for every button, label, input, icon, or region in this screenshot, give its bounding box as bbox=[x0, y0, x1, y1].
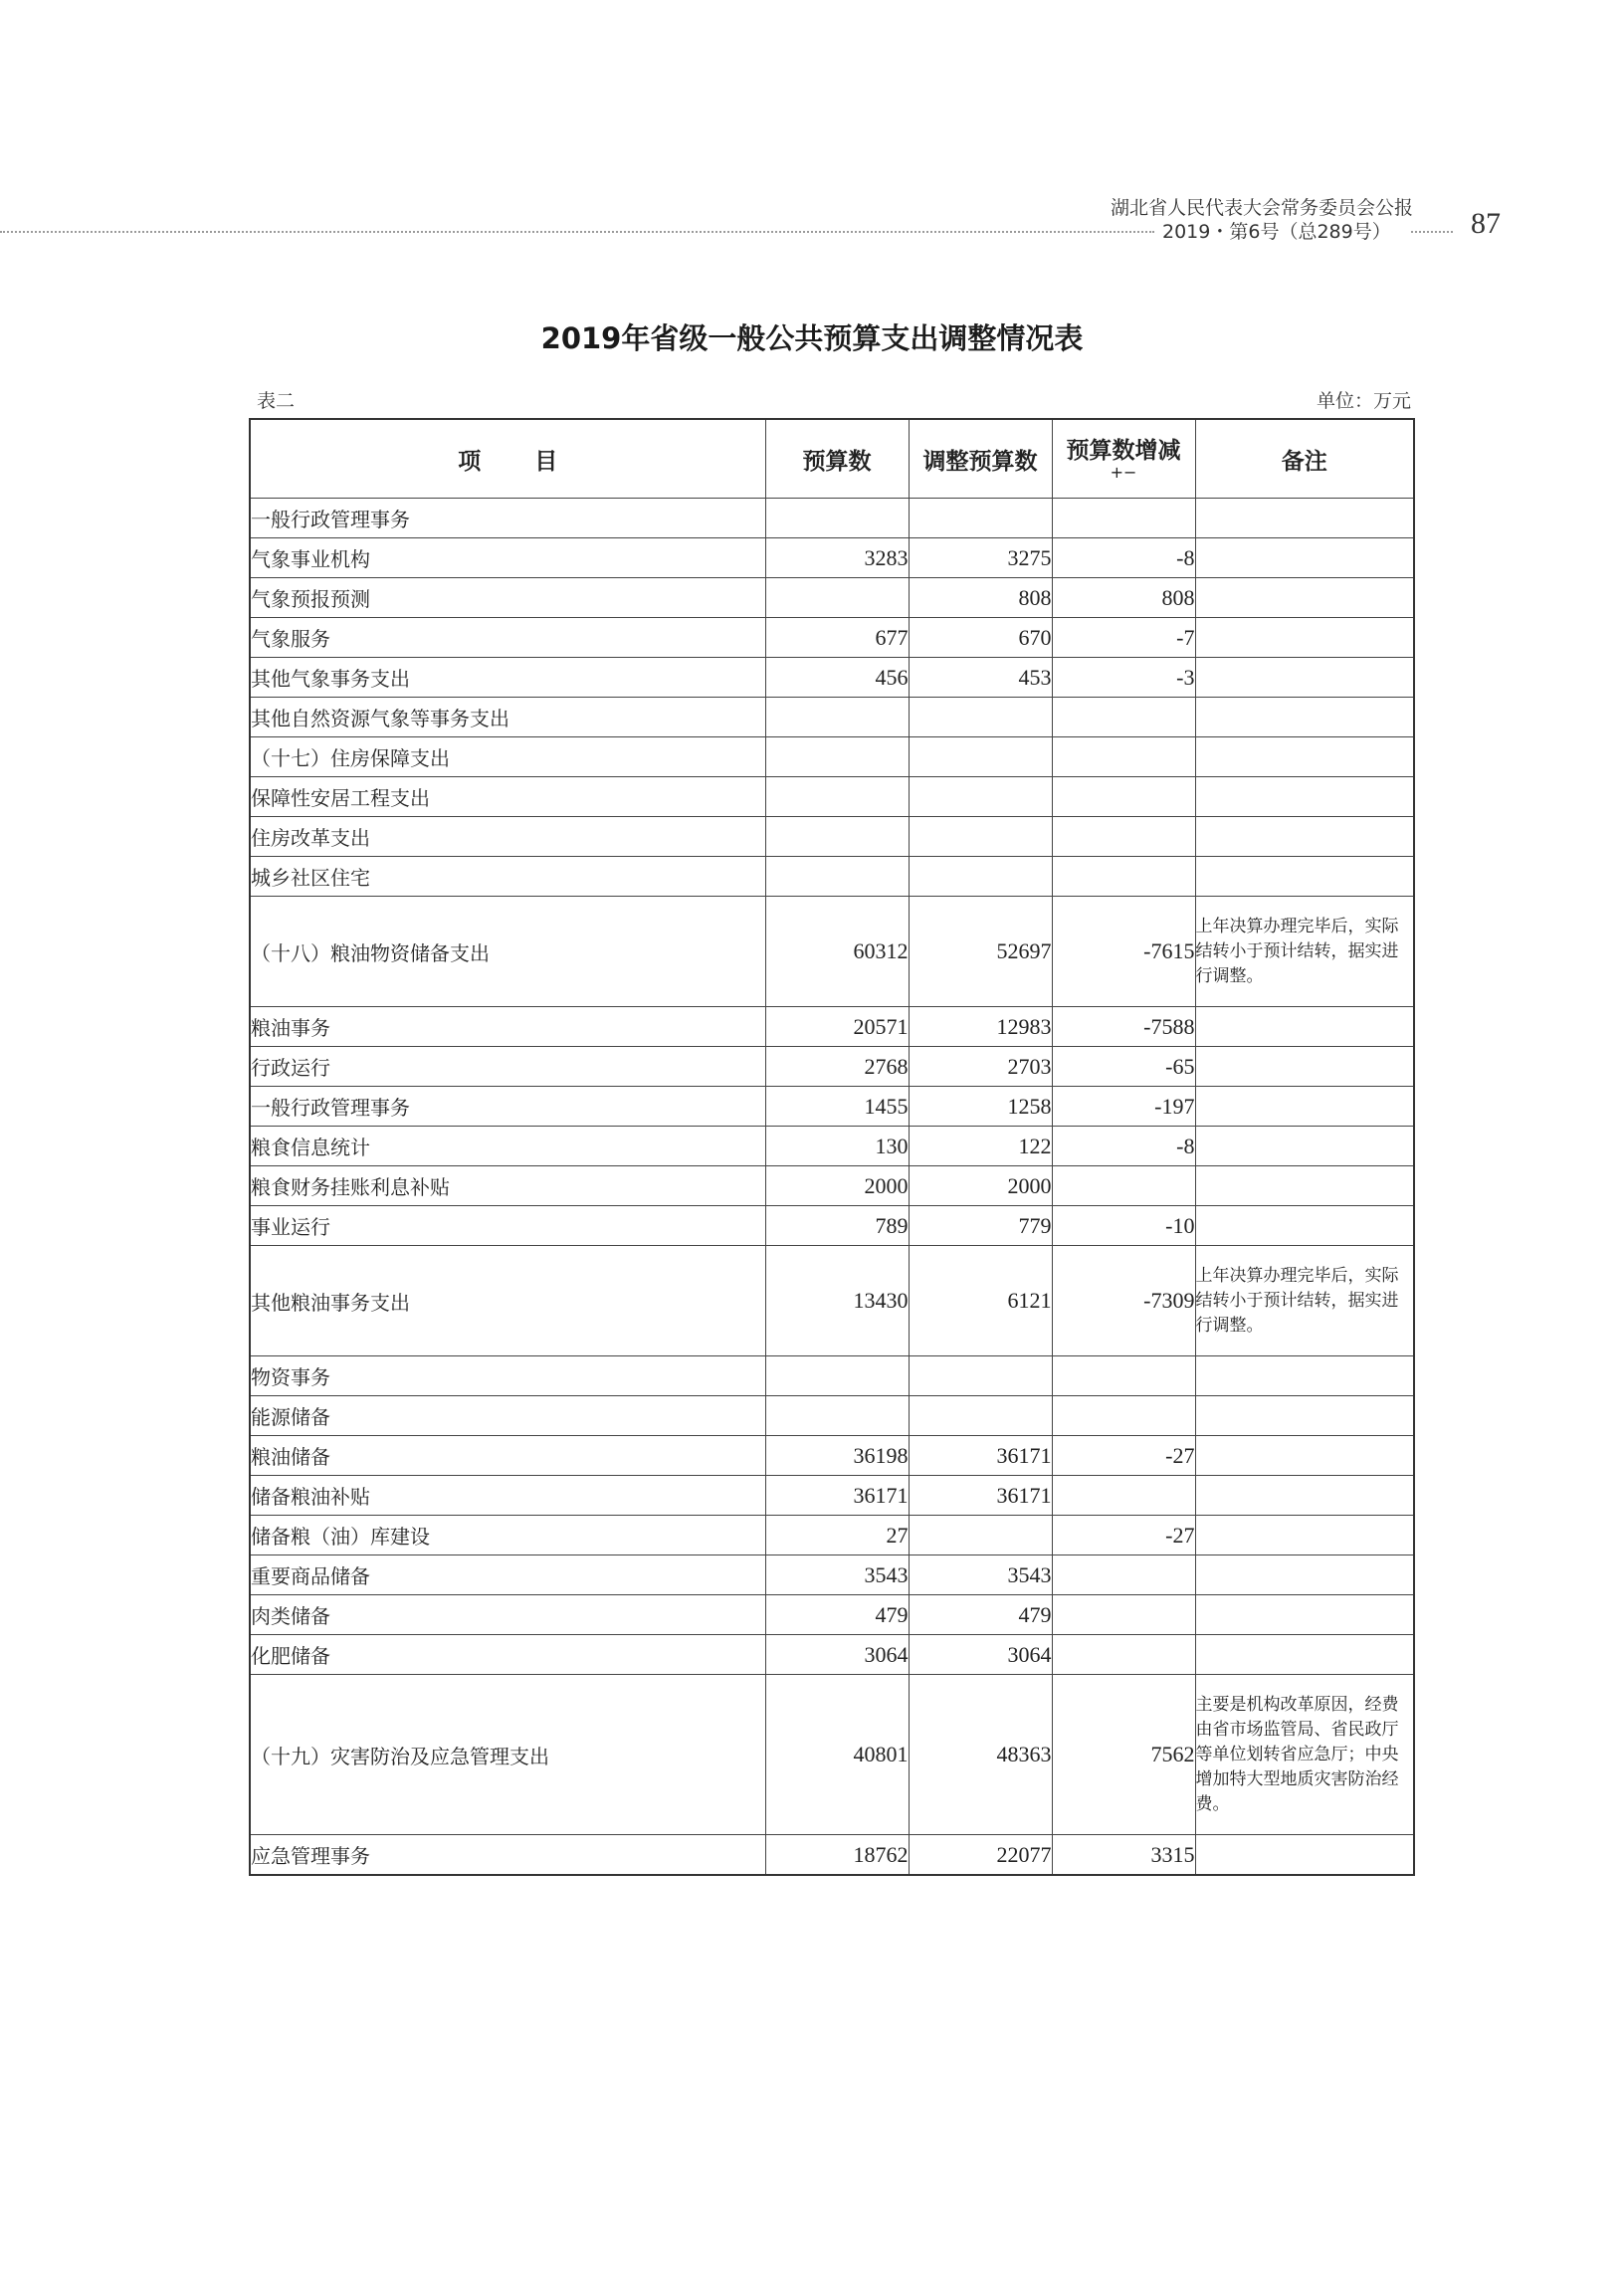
row-budget-value: 13430 bbox=[765, 1246, 909, 1356]
row-item-name: 气象预报预测 bbox=[250, 578, 765, 618]
row-change-value: -7309 bbox=[1052, 1246, 1195, 1356]
row-note bbox=[1195, 578, 1414, 618]
row-adjusted-value: 12983 bbox=[909, 1007, 1052, 1047]
unit-label: 单位：万元 bbox=[1316, 390, 1411, 412]
row-adjusted-value: 52697 bbox=[909, 897, 1052, 1007]
row-budget-value: 2000 bbox=[765, 1166, 909, 1206]
column-header-item-b: 目 bbox=[534, 448, 558, 475]
table-row bbox=[250, 1595, 1414, 1635]
row-note bbox=[1195, 1835, 1414, 1876]
row-adjusted-value bbox=[909, 1516, 1052, 1555]
row-change-value bbox=[1052, 1476, 1195, 1516]
row-budget-value: 2768 bbox=[765, 1047, 909, 1087]
row-change-value: -7588 bbox=[1052, 1007, 1195, 1047]
row-budget-value bbox=[765, 817, 909, 857]
row-change-value bbox=[1052, 737, 1195, 777]
row-item-name: 行政运行 bbox=[250, 1047, 765, 1087]
row-change-value: -65 bbox=[1052, 1047, 1195, 1087]
table-row bbox=[250, 1356, 1414, 1396]
row-budget-value bbox=[765, 698, 909, 737]
row-item-name: 重要商品储备 bbox=[250, 1555, 765, 1595]
column-header-note: 备注 bbox=[1195, 419, 1414, 499]
row-note bbox=[1195, 1166, 1414, 1206]
row-adjusted-value bbox=[909, 698, 1052, 737]
row-adjusted-value: 2000 bbox=[909, 1166, 1052, 1206]
row-item-name: （十七）住房保障支出 bbox=[250, 737, 765, 777]
row-adjusted-value: 3064 bbox=[909, 1635, 1052, 1675]
row-note: 上年决算办理完毕后，实际结转小于预计结转，据实进行调整。 bbox=[1195, 897, 1414, 1007]
column-header-item-a: 项 bbox=[458, 448, 482, 475]
table-row bbox=[250, 1835, 1414, 1876]
table-row bbox=[250, 1396, 1414, 1436]
row-budget-value bbox=[765, 777, 909, 817]
row-item-name: 物资事务 bbox=[250, 1356, 765, 1396]
row-change-value bbox=[1052, 777, 1195, 817]
row-budget-value: 3543 bbox=[765, 1555, 909, 1595]
row-adjusted-value bbox=[909, 817, 1052, 857]
row-change-value bbox=[1052, 1356, 1195, 1396]
row-budget-value: 20571 bbox=[765, 1007, 909, 1047]
row-item-name: 住房改革支出 bbox=[250, 817, 765, 857]
row-adjusted-value: 1258 bbox=[909, 1087, 1052, 1127]
row-budget-value bbox=[765, 499, 909, 538]
row-budget-value: 789 bbox=[765, 1206, 909, 1246]
row-budget-value bbox=[765, 857, 909, 897]
row-adjusted-value bbox=[909, 499, 1052, 538]
row-change-value: -197 bbox=[1052, 1087, 1195, 1127]
table-row bbox=[250, 1516, 1414, 1555]
row-adjusted-value: 479 bbox=[909, 1595, 1052, 1635]
row-change-value: -27 bbox=[1052, 1436, 1195, 1476]
table-subheader bbox=[257, 386, 1411, 414]
row-change-value: 808 bbox=[1052, 578, 1195, 618]
table-body bbox=[250, 499, 1414, 1876]
table-row bbox=[250, 658, 1414, 698]
row-item-name: 保障性安居工程支出 bbox=[250, 777, 765, 817]
row-note bbox=[1195, 658, 1414, 698]
table-row bbox=[250, 538, 1414, 578]
row-change-value: -7 bbox=[1052, 618, 1195, 658]
row-change-value: 7562 bbox=[1052, 1675, 1195, 1835]
row-note bbox=[1195, 1476, 1414, 1516]
row-note bbox=[1195, 777, 1414, 817]
row-item-name: 粮油事务 bbox=[250, 1007, 765, 1047]
row-item-name: 气象服务 bbox=[250, 618, 765, 658]
table-row bbox=[250, 1087, 1414, 1127]
table-row bbox=[250, 817, 1414, 857]
row-budget-value: 479 bbox=[765, 1595, 909, 1635]
row-budget-value bbox=[765, 1356, 909, 1396]
row-adjusted-value: 6121 bbox=[909, 1246, 1052, 1356]
table-row bbox=[250, 618, 1414, 658]
page-number: 87 bbox=[1471, 207, 1501, 240]
row-budget-value bbox=[765, 1396, 909, 1436]
table-row bbox=[250, 698, 1414, 737]
row-change-value: -8 bbox=[1052, 538, 1195, 578]
row-note bbox=[1195, 1516, 1414, 1555]
table-row bbox=[250, 897, 1414, 1007]
row-adjusted-value: 22077 bbox=[909, 1835, 1052, 1876]
row-item-name: 其他粮油事务支出 bbox=[250, 1246, 765, 1356]
row-adjusted-value: 453 bbox=[909, 658, 1052, 698]
row-budget-value: 3283 bbox=[765, 538, 909, 578]
row-adjusted-value: 808 bbox=[909, 578, 1052, 618]
row-change-value bbox=[1052, 499, 1195, 538]
row-change-value bbox=[1052, 1555, 1195, 1595]
row-item-name: 一般行政管理事务 bbox=[250, 499, 765, 538]
row-note bbox=[1195, 1555, 1414, 1595]
row-item-name: （十九）灾害防治及应急管理支出 bbox=[250, 1675, 765, 1835]
row-budget-value bbox=[765, 737, 909, 777]
row-note bbox=[1195, 857, 1414, 897]
row-item-name: 粮油储备 bbox=[250, 1436, 765, 1476]
row-budget-value bbox=[765, 578, 909, 618]
row-item-name: 其他自然资源气象等事务支出 bbox=[250, 698, 765, 737]
row-note bbox=[1195, 817, 1414, 857]
row-note bbox=[1195, 1047, 1414, 1087]
row-change-value bbox=[1052, 1595, 1195, 1635]
row-change-value bbox=[1052, 1396, 1195, 1436]
row-item-name: 储备粮油补贴 bbox=[250, 1476, 765, 1516]
table-row bbox=[250, 1555, 1414, 1595]
row-change-value: -7615 bbox=[1052, 897, 1195, 1007]
row-change-value bbox=[1052, 817, 1195, 857]
row-adjusted-value: 36171 bbox=[909, 1436, 1052, 1476]
row-item-name: 城乡社区住宅 bbox=[250, 857, 765, 897]
column-header-budget: 预算数 bbox=[765, 419, 909, 499]
row-note bbox=[1195, 499, 1414, 538]
column-header-item bbox=[250, 419, 765, 499]
row-adjusted-value: 122 bbox=[909, 1127, 1052, 1166]
row-adjusted-value bbox=[909, 857, 1052, 897]
row-note bbox=[1195, 1087, 1414, 1127]
row-adjusted-value bbox=[909, 1356, 1052, 1396]
row-change-value bbox=[1052, 1635, 1195, 1675]
row-note bbox=[1195, 1436, 1414, 1476]
row-item-name: 事业运行 bbox=[250, 1206, 765, 1246]
row-note bbox=[1195, 1396, 1414, 1436]
table-row bbox=[250, 1436, 1414, 1476]
row-item-name: 肉类储备 bbox=[250, 1595, 765, 1635]
row-item-name: 气象事业机构 bbox=[250, 538, 765, 578]
row-budget-value: 1455 bbox=[765, 1087, 909, 1127]
table-row bbox=[250, 1166, 1414, 1206]
table-row bbox=[250, 1246, 1414, 1356]
row-adjusted-value: 3543 bbox=[909, 1555, 1052, 1595]
row-budget-value: 60312 bbox=[765, 897, 909, 1007]
row-change-value bbox=[1052, 857, 1195, 897]
table-row bbox=[250, 1047, 1414, 1087]
header-dotted-rule bbox=[0, 231, 1154, 233]
row-budget-value: 40801 bbox=[765, 1675, 909, 1835]
row-budget-value: 130 bbox=[765, 1127, 909, 1166]
row-note bbox=[1195, 1007, 1414, 1047]
row-adjusted-value: 2703 bbox=[909, 1047, 1052, 1087]
row-adjusted-value bbox=[909, 1396, 1052, 1436]
row-budget-value: 36198 bbox=[765, 1436, 909, 1476]
row-budget-value: 18762 bbox=[765, 1835, 909, 1876]
table-row bbox=[250, 1675, 1414, 1835]
table-row bbox=[250, 1476, 1414, 1516]
table-row bbox=[250, 499, 1414, 538]
table-row bbox=[250, 1127, 1414, 1166]
row-adjusted-value: 36171 bbox=[909, 1476, 1052, 1516]
table-row bbox=[250, 1635, 1414, 1675]
row-change-value bbox=[1052, 1166, 1195, 1206]
row-change-value bbox=[1052, 698, 1195, 737]
row-item-name: 其他气象事务支出 bbox=[250, 658, 765, 698]
row-item-name: 能源储备 bbox=[250, 1396, 765, 1436]
row-change-value: -3 bbox=[1052, 658, 1195, 698]
row-note: 上年决算办理完毕后，实际结转小于预计结转，据实进行调整。 bbox=[1195, 1246, 1414, 1356]
column-header-adjusted: 调整预算数 bbox=[909, 419, 1052, 499]
header-dotted-rule-right bbox=[1411, 231, 1453, 233]
row-budget-value: 36171 bbox=[765, 1476, 909, 1516]
column-header-change bbox=[1052, 419, 1195, 499]
table-row bbox=[250, 857, 1414, 897]
column-header-change-sub: +− bbox=[1110, 463, 1137, 482]
budget-table bbox=[249, 418, 1415, 1876]
table-row bbox=[250, 1206, 1414, 1246]
row-adjusted-value: 779 bbox=[909, 1206, 1052, 1246]
row-adjusted-value: 670 bbox=[909, 618, 1052, 658]
row-budget-value: 456 bbox=[765, 658, 909, 698]
row-note bbox=[1195, 1127, 1414, 1166]
row-item-name: 储备粮（油）库建设 bbox=[250, 1516, 765, 1555]
row-item-name: 化肥储备 bbox=[250, 1635, 765, 1675]
row-change-value: -8 bbox=[1052, 1127, 1195, 1166]
row-change-value: -27 bbox=[1052, 1516, 1195, 1555]
row-note bbox=[1195, 1356, 1414, 1396]
row-item-name: （十八）粮油物资储备支出 bbox=[250, 897, 765, 1007]
publication-name: 湖北省人民代表大会常务委员会公报 bbox=[1110, 197, 1413, 219]
page-header bbox=[0, 187, 1624, 267]
row-note bbox=[1195, 1595, 1414, 1635]
row-item-name: 一般行政管理事务 bbox=[250, 1087, 765, 1127]
row-item-name: 粮食信息统计 bbox=[250, 1127, 765, 1166]
row-budget-value: 3064 bbox=[765, 1635, 909, 1675]
document-title: 2019年省级一般公共预算支出调整情况表 bbox=[540, 321, 1084, 355]
row-change-value: -10 bbox=[1052, 1206, 1195, 1246]
table-row bbox=[250, 777, 1414, 817]
row-item-name: 粮食财务挂账利息补贴 bbox=[250, 1166, 765, 1206]
column-header-change-main: 预算数增减 bbox=[1066, 438, 1181, 464]
row-adjusted-value: 48363 bbox=[909, 1675, 1052, 1835]
row-note bbox=[1195, 1206, 1414, 1246]
row-note bbox=[1195, 538, 1414, 578]
row-adjusted-value bbox=[909, 777, 1052, 817]
row-note bbox=[1195, 737, 1414, 777]
row-note bbox=[1195, 618, 1414, 658]
row-budget-value: 27 bbox=[765, 1516, 909, 1555]
table-header-row bbox=[250, 419, 1414, 499]
issue-number: 2019・第6号（总289号） bbox=[1162, 221, 1391, 243]
row-budget-value: 677 bbox=[765, 618, 909, 658]
row-note: 主要是机构改革原因，经费由省市场监管局、省民政厅等单位划转省应急厅；中央增加特大型地质灾害防治经费。 bbox=[1195, 1675, 1414, 1835]
table-row bbox=[250, 737, 1414, 777]
table-label: 表二 bbox=[257, 390, 296, 412]
row-adjusted-value bbox=[909, 737, 1052, 777]
table-row bbox=[250, 1007, 1414, 1047]
row-note bbox=[1195, 1635, 1414, 1675]
table-row bbox=[250, 578, 1414, 618]
row-change-value: 3315 bbox=[1052, 1835, 1195, 1876]
row-item-name: 应急管理事务 bbox=[250, 1835, 765, 1876]
row-adjusted-value: 3275 bbox=[909, 538, 1052, 578]
row-note bbox=[1195, 698, 1414, 737]
